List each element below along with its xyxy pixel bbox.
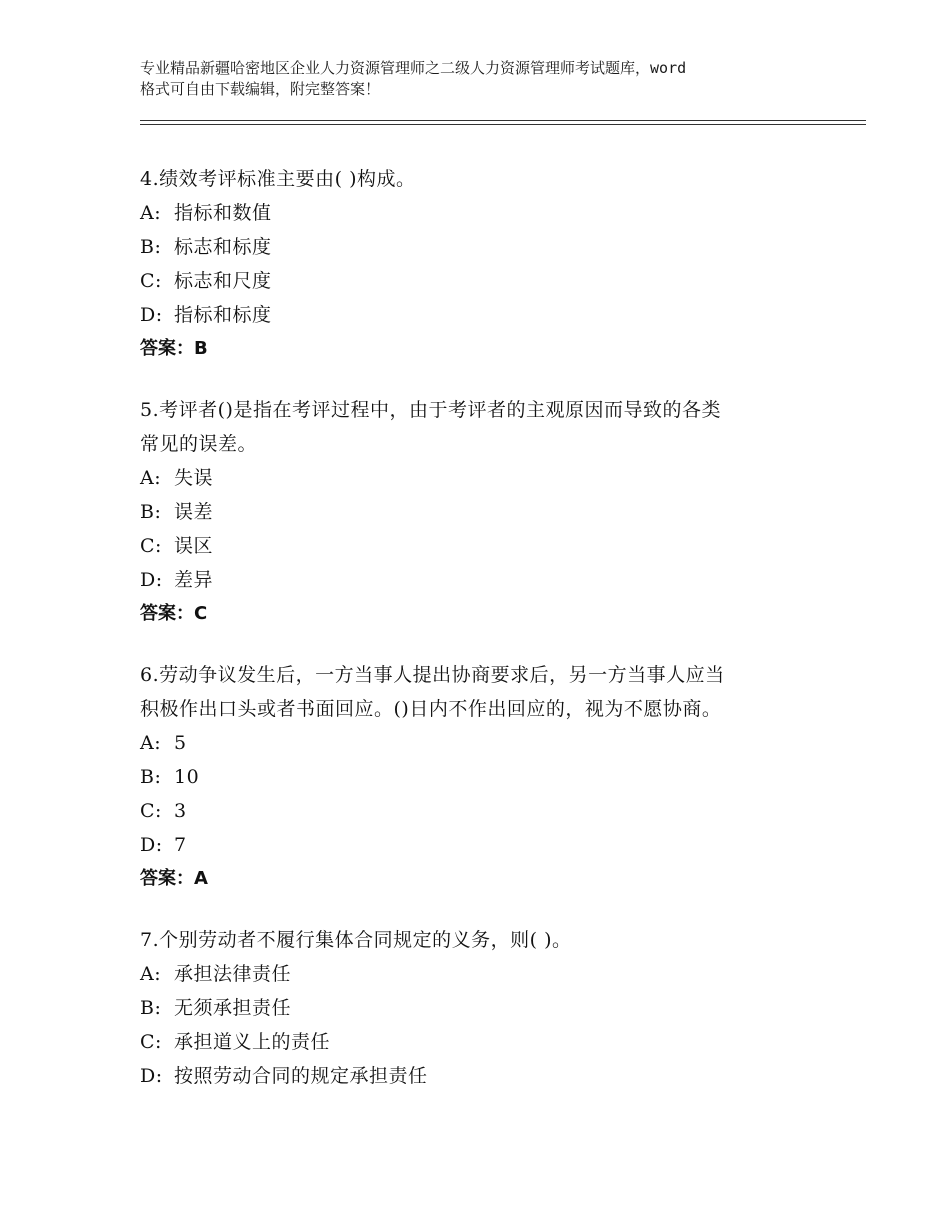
option-c	[140, 264, 820, 298]
answer-label: 答案：B	[140, 338, 208, 359]
option-b	[140, 760, 820, 794]
question-4	[140, 162, 820, 366]
question-stem-continued: 常见的误差。	[140, 433, 258, 455]
option-d	[140, 828, 820, 862]
option-letter: B:	[140, 997, 162, 1019]
answer-label: 答案：A	[140, 868, 208, 889]
question-list	[140, 162, 820, 1120]
header-title-line-2: 格式可自由下载编辑，附完整答案！	[140, 80, 381, 98]
option-text: 7	[174, 834, 187, 856]
option-text: 标志和标度	[174, 236, 272, 258]
answer-label: 答案：C	[140, 603, 208, 624]
option-letter: A:	[140, 732, 162, 754]
option-text: 3	[174, 800, 187, 822]
option-a	[140, 461, 820, 495]
option-d	[140, 298, 820, 332]
question-stem: 5.考评者()是指在考评过程中，由于考评者的主观原因而导致的各类	[140, 399, 721, 421]
option-c	[140, 1025, 820, 1059]
option-text: 标志和尺度	[174, 270, 272, 292]
option-letter: C:	[140, 1031, 162, 1053]
option-letter: C:	[140, 800, 162, 822]
option-a	[140, 196, 820, 230]
option-text: 指标和标度	[174, 304, 272, 326]
option-text: 指标和数值	[174, 202, 272, 224]
option-text: 承担法律责任	[174, 963, 292, 985]
option-d	[140, 563, 820, 597]
option-letter: B:	[140, 766, 162, 788]
option-b	[140, 991, 820, 1025]
option-letter: A:	[140, 202, 162, 224]
option-c	[140, 529, 820, 563]
option-text: 误区	[174, 535, 214, 557]
option-b	[140, 495, 820, 529]
option-letter: D:	[140, 569, 163, 591]
question-7	[140, 923, 820, 1093]
question-stem: 4.绩效考评标准主要由( )构成。	[140, 168, 416, 190]
option-a	[140, 726, 820, 760]
option-letter: D:	[140, 1065, 163, 1087]
option-text: 承担道义上的责任	[174, 1031, 331, 1053]
option-letter: D:	[140, 304, 163, 326]
option-b	[140, 230, 820, 264]
option-text: 误差	[174, 501, 214, 523]
question-5	[140, 393, 820, 631]
option-text: 5	[174, 732, 187, 754]
header-divider-bottom	[140, 124, 866, 125]
option-text: 失误	[174, 467, 214, 489]
option-c	[140, 794, 820, 828]
option-text: 10	[174, 766, 200, 788]
question-stem: 7.个别劳动者不履行集体合同规定的义务，则( )。	[140, 929, 572, 951]
question-6	[140, 658, 820, 896]
question-stem-continued: 积极作出口头或者书面回应。()日内不作出回应的，视为不愿协商。	[140, 698, 722, 720]
option-letter: D:	[140, 834, 163, 856]
option-letter: A:	[140, 467, 162, 489]
option-letter: B:	[140, 501, 162, 523]
option-text: 差异	[174, 569, 214, 591]
header-divider-top	[140, 120, 866, 121]
option-letter: B:	[140, 236, 162, 258]
option-text: 无须承担责任	[174, 997, 292, 1019]
option-d	[140, 1059, 820, 1093]
option-letter: A:	[140, 963, 162, 985]
option-letter: C:	[140, 535, 162, 557]
option-text: 按照劳动合同的规定承担责任	[174, 1065, 428, 1087]
header-title-line-1: 专业精品新疆哈密地区企业人力资源管理师之二级人力资源管理师考试题库，word	[140, 59, 687, 77]
document-header	[140, 58, 840, 100]
option-letter: C:	[140, 270, 162, 292]
question-stem: 6.劳动争议发生后，一方当事人提出协商要求后，另一方当事人应当	[140, 664, 725, 686]
option-a	[140, 957, 820, 991]
